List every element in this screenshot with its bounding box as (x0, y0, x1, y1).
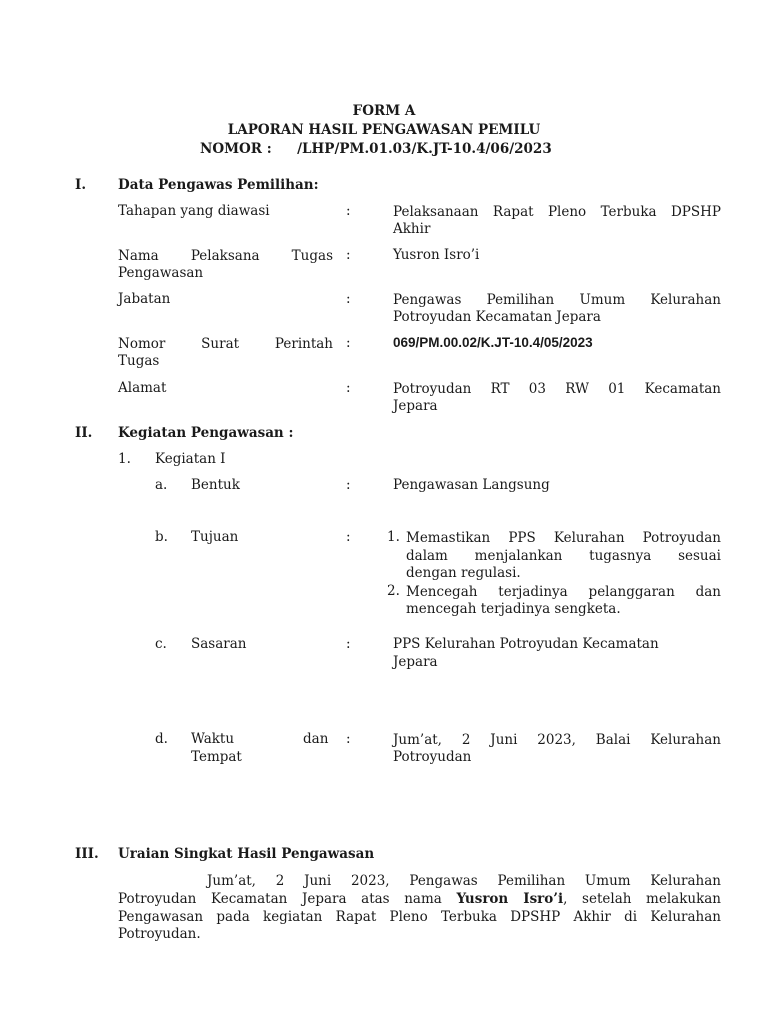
report-number (200, 141, 552, 157)
activity-title: Kegiatan I (155, 451, 226, 467)
paragraph-text: Potroyudan Kecamatan Jepara atas nama (118, 891, 442, 907)
colon: : (346, 731, 351, 747)
item-label: Tujuan (191, 529, 239, 545)
nomor-value: /LHP/PM.01.03/K.JT-10.4/06/2023 (297, 141, 552, 157)
field-label: Nama Pelaksana Tugas (118, 248, 333, 264)
item-label: Sasaran (191, 636, 247, 652)
item-value: Jum’at, 2 Juni 2023, Balai Kelurahan (393, 732, 721, 748)
item-label-cont: Tempat (191, 749, 242, 765)
form-label: FORM A (352, 103, 416, 119)
field-value-cont: Jepara (393, 398, 438, 414)
item-value-cont: Potroyudan (393, 749, 472, 765)
colon: : (346, 529, 351, 545)
report-title: LAPORAN HASIL PENGAWASAN PEMILU (227, 122, 541, 138)
section-3-title: Uraian Singkat Hasil Pengawasan (118, 846, 375, 862)
field-value: Pelaksanaan Rapat Pleno Terbuka DPSHP (393, 204, 721, 220)
item-value: PPS Kelurahan Potroyudan Kecamatan (393, 636, 659, 652)
section-1-title: Data Pengawas Pemilihan: (118, 177, 319, 193)
paragraph-line: Pengawasan pada kegiatan Rapat Pleno Terbuka DPSHP Akhir di Kelurahan (118, 909, 721, 925)
section-2-title: Kegiatan Pengawasan : (118, 425, 294, 441)
item-letter: b. (155, 529, 168, 545)
colon: : (346, 477, 351, 493)
section-2-number: II. (75, 425, 93, 441)
list-text: dengan regulasi. (406, 565, 521, 581)
field-value-cont: Potroyudan Kecamatan Jepara (393, 309, 601, 325)
list-text: mencegah terjadinya sengketa. (406, 601, 621, 617)
field-value-cont: Akhir (393, 221, 431, 237)
section-1-number: I. (75, 177, 87, 193)
field-label: Nomor Surat Perintah (118, 336, 333, 352)
paragraph-line: Potroyudan. (118, 926, 201, 942)
list-text: Memastikan PPS Kelurahan Potroyudan (406, 530, 721, 546)
field-value: Yusron Isro’i (393, 247, 480, 263)
item-label: Bentuk (191, 477, 240, 493)
list-number: 2. (387, 583, 400, 599)
nomor-label: NOMOR : (200, 141, 272, 157)
field-label: Jabatan (118, 291, 171, 307)
item-label: Waktu (191, 731, 235, 747)
paragraph-line: Jum’at, 2 Juni 2023, Pengawas Pemilihan Umum Kelurahan (207, 873, 721, 889)
list-number: 1. (387, 529, 400, 545)
colon: : (346, 380, 351, 396)
field-value: Pengawas Pemilihan Umum Kelurahan (393, 292, 721, 308)
paragraph-name: Yusron Isro’i (456, 891, 564, 907)
colon: : (346, 335, 351, 351)
item-value: Pengawasan Langsung (393, 477, 550, 493)
field-label-cont: Tugas (118, 353, 160, 369)
colon: : (346, 203, 351, 219)
activity-number: 1. (118, 451, 131, 467)
item-label: dan (303, 731, 329, 747)
colon: : (346, 291, 351, 307)
colon: : (346, 247, 351, 263)
list-text: dalam menjalankan tugasnya sesuai (406, 548, 721, 564)
paragraph-line (118, 890, 721, 908)
list-text: Mencegah terjadinya pelanggaran dan (406, 584, 721, 600)
field-label: Alamat (118, 380, 167, 396)
item-value-cont: Jepara (393, 654, 438, 670)
item-letter: d. (155, 731, 168, 747)
field-label-cont: Pengawasan (118, 265, 204, 281)
item-letter: a. (155, 477, 168, 493)
field-value: Potroyudan RT 03 RW 01 Kecamatan (393, 381, 721, 397)
section-3-number: III. (75, 846, 99, 862)
field-value: 069/PM.00.02/K.JT-10.4/05/2023 (393, 335, 593, 350)
paragraph-text: , setelah melakukan (563, 891, 722, 907)
colon: : (346, 636, 351, 652)
field-label: Tahapan yang diawasi (118, 203, 270, 219)
item-letter: c. (155, 636, 167, 652)
